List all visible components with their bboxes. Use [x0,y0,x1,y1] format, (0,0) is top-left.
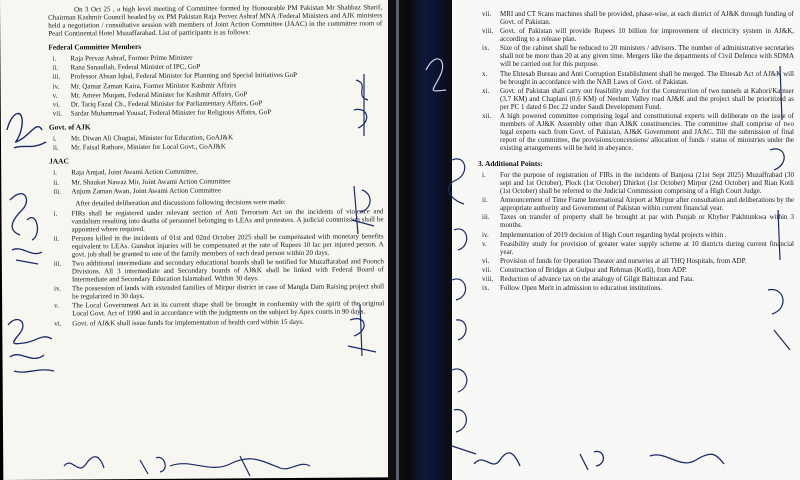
federal-member-item-text: Mr. Ameer Muqam, Federal Minister for Kashmir Affairs, GoP [70,90,248,100]
additional-points-heading: 3. Additional Points: [478,158,543,168]
additional-point-item [478,240,794,256]
additional-point-item-text: Provision of funds for Operation Theater and nurseries at all THQ Hospitals, from ADP. [500,256,747,265]
additional-point-item-number: i. [482,170,486,179]
ajk-member-item-text: Mr. Faisal Rathore, Minister for Local Govt., GoAJ&K [71,142,227,152]
decision-item-text: Size of the cabinet shall be reduced to 20 ministers / advisors. The number of administrative secretaries shall not be more than 20 at any given time. Mergers like the departments of Civil Defence with SDMA will be carried out for this purpose. [500,44,794,69]
decision-item-number: xii. [482,111,492,120]
ajk-member-item-text: Mr. Diwan Ali Chugtai, Minister for Education, GoAJ&K [70,133,234,143]
ajk-member-item-number: i. [52,134,57,143]
decision-item-number: xi. [482,86,490,95]
federal-member-item [49,107,383,117]
additional-point-item-number: iii. [482,213,490,222]
additional-point-item-number: ii. [482,196,488,205]
additional-point-item-number: ix. [482,284,490,293]
decision-item-number: v. [54,302,59,311]
additional-point-item [478,171,794,195]
federal-member-item-number: vi. [52,100,60,109]
decision-item [50,317,384,327]
federal-heading: Federal Committee Members [48,42,142,52]
decision-item-number: ix. [482,44,490,53]
additional-point-item [478,275,794,283]
federal-member-item-text: Rana Sanaullah, Federal Minister of IPC, GoP [70,62,201,72]
decision-item [478,44,794,68]
decision-item [50,300,384,318]
decision-item-text: MRI and CT Scans machines shall be provided, phase-wise, at each district of AJ&K through funding of Govt. of Pakistan. [500,10,794,26]
jaac-heading: JAAC [49,156,69,166]
jaac-member-item-text: Mr. Shaukat Nawaz Mir, Joint Awami Action Committee [71,176,231,187]
ajk-members-list [49,132,383,152]
jaac-member-item-number: iii. [53,187,61,196]
additional-point-item-text: Construction of Bridges at Gulpur and Rehman (Kotli), from ADP. [500,266,687,275]
decision-item-text: A high powered committee comprising legal and constitutional experts will deliberate on the issue of members of AJ&K Assembly other than AJ&K constituencies. The committee shall comprise of two legal experts each from Govt. of Pakistan, AJ&K Government and JAAC. Till the submission of final report of the committee, the provisions/concessions/ allocation of funds / status of ministries under the existing arrangements will be held in abeyance. [500,111,794,152]
decisions-continued-list [478,10,794,152]
federal-member-item-number: ii. [52,63,59,72]
additional-point-item [478,213,794,229]
ajk-member-item [49,142,383,152]
additional-point-item-text: Reduction of advance tax on the analogy of Gilgit Baltistan and Fata. [500,275,695,284]
decision-item-text: Persons killed in the incidents of 01st and 02nd October 2025 shall be compensated with monetary benefits equivalent to LEAs. Gunshot injuries will be compensated at the rate of Rupees 10 lac per injured person. A govt. job shall be granted to one of the family members of each dead person within 20 days. [71,232,384,259]
jaac-member-item-number: ii. [53,178,59,187]
federal-member-item-text: Sardar Muhammad Yousaf, Federal Minister for Religious Affairs, GoP [70,108,272,118]
federal-member-item-number: i. [52,54,57,63]
decision-item-number: x. [482,69,488,78]
decision-item [49,207,383,233]
decision-item [478,87,794,111]
federal-member-item-text: Mr. Qamar Zaman Kaira, Former Minister Kashmir Affairs [70,80,237,91]
intro-paragraph: On 3 Oct 25 , a high level meeting of Committee formed by Honourable PM Pakistan Mr Shahbaz Sharif, Chairman Kashmir Council headed by ex PM Pakistan Raja Pervez Ashraf MNA /Federal Ministers and AJK ministers held a negotiation / consultative session with members of Joint Action Committee (JAAC) in the committee room of Pearl Continental Hotel Muzaffarabad. List of participants is as follows: [48,3,383,38]
additional-point-item [478,257,794,265]
decision-item-number: ii. [53,234,60,243]
decision-item-text: Govt. of Pakistan will provide Rupees 10 billion for improvement of electricity system in AJ&K, according to a release plan. [500,27,794,44]
decision-item [50,283,384,301]
federal-member-item-number: iii. [52,72,61,82]
additional-point-item [478,231,794,239]
decision-item [478,10,794,26]
additional-point-item [478,266,794,274]
federal-member-item-number: iv. [52,82,60,91]
additional-point-item-text: Feasibility study for provision of greater water supply scheme at 10 districts during current financial year. [500,239,794,256]
decision-item [478,27,794,43]
decision-item [478,112,794,152]
additional-point-item-number: viii. [482,275,494,284]
decision-item-text: The possession of lands with extended families of Mirpur district in case of Mangla Dam Raising project shall be regularized in 30 days. [71,282,385,301]
additional-point-item-number: v. [482,239,487,248]
jaac-members-list [49,167,383,196]
federal-members-list [48,52,382,117]
decision-item-number: vi. [54,319,62,328]
additional-point-item-number: iv. [482,230,489,239]
decisions-list [49,207,384,327]
additional-point-item-text: Follow Open Merit in admission to education institutions. [500,284,663,293]
federal-member-item-text: Professor Ahsan Iqbal, Federal Minister for Planning and Special Initiatives GoP [70,71,298,81]
decision-item-text: Two additional intermediate and secondary educational boards shall be notified for Muzaffarabad and Poonch Divisions. All 3 intermediate and Secondary boards of AJ&K shall be linked with Federal Board of Intermediate and Secondary Education Islamabad. Within 30 days. [71,257,384,284]
federal-member-item-text: Raja Pervaz Ashraf, Former Prime Minister [70,53,193,63]
decision-item-number: iv. [53,284,61,293]
decisions-intro: After detailed deliberation and discussions following decisions were made: [75,197,286,208]
decision-item-number: viii. [482,27,494,36]
federal-member-item-text: Dr. Tariq Fazal Ch., Federal Minister for Parliamentary Affairs, GoP [70,99,263,109]
decision-item [50,257,384,283]
additional-point-item-text: For the purpose of registration of FIRs in the incidents of Banjosa (21st Sept 2025) Muzaffrabad (30 sept and 1st October), Plock (1st October) Dhirkot (1st October) Mirpur (2nd October) and Rian Kotli (1st October) shall be referred to the Judicial Commission comprising of a High Court Judge. [500,170,794,195]
jaac-member-item-text: Raja Amjad, Joint Awami Action Committee, [71,167,198,177]
additional-point-item-number: vii. [482,266,492,275]
decision-item-text: The Local Government Act in its current shape shall be brought in conformity with the spirit of the original Local Govt. Act of 1990 and in accordance with the judgments on the subject by Apex courts in 90 days. [72,299,385,318]
decision-item-text: The Ehtesab Bureau and Anti Corruption Establishment shall be merged. The Ehtesab Act of AJ&K will be brought in accordance with the NAB Laws of Govt. of Pakistan. [500,69,794,86]
decision-item-number: i. [53,209,58,218]
document-page-1 [0,0,391,480]
additional-point-item-number: vi. [482,256,490,265]
additional-points-list [478,171,794,293]
document-page-2 [452,0,800,480]
jaac-member-item [49,185,383,195]
jaac-member-item-number: i. [53,168,57,177]
federal-member-item-number: v. [52,91,58,100]
jaac-member-item-text: Anjum Zaman Awan, Joint Awami Action Committee [71,186,222,196]
ajk-member-item-number: ii. [53,143,59,152]
page-divider [388,0,452,480]
decision-item-text: Govt. of AJ&K shall issue funds for implementation of health card within 15 days. [72,317,304,328]
decision-item-number: iii. [53,259,62,268]
decision-item [50,232,384,258]
ajk-heading: Govt. of AJK [48,122,91,132]
additional-point-item [478,284,794,292]
additional-point-item [478,196,794,212]
additional-point-item-text: Taxes on transfer of property shall be brought at par with Punjab or Khyber Pakhtunkwa within 3 months. [500,213,794,230]
decision-item-number: vii. [482,10,492,18]
additional-point-item-text: Implementation of 2019 decision of High Court regarding hydal projects within . [500,230,727,239]
federal-member-item-number: vii. [52,109,62,118]
decision-item-text: FIRs shall be registered under relevant section of Anti Terrorism Act on the incidents of violence and vandalism resulting into deaths of personnel belonging to LEAs and protesters. A judicial commission shall be appointed where required. [71,207,384,234]
decision-item [478,70,794,86]
additional-point-item-text: Announcement of Time Frame International Airport at Mirpur after consultation and deliberations by the appropriate authority and Government of Pakistan within current financial year. [500,196,794,213]
decision-item-text: Govt. of Pakistan shall carry out feasibility study for the Construction of two tunnels at Kahori/Kamser (3.7 KM) and Chaplani (0.6 KM) of Neelum Valley road AJ&K and the project shall be prioritized as per PC 1 dated 6 Dec 22 under Saudi Development Fund. [500,86,794,111]
